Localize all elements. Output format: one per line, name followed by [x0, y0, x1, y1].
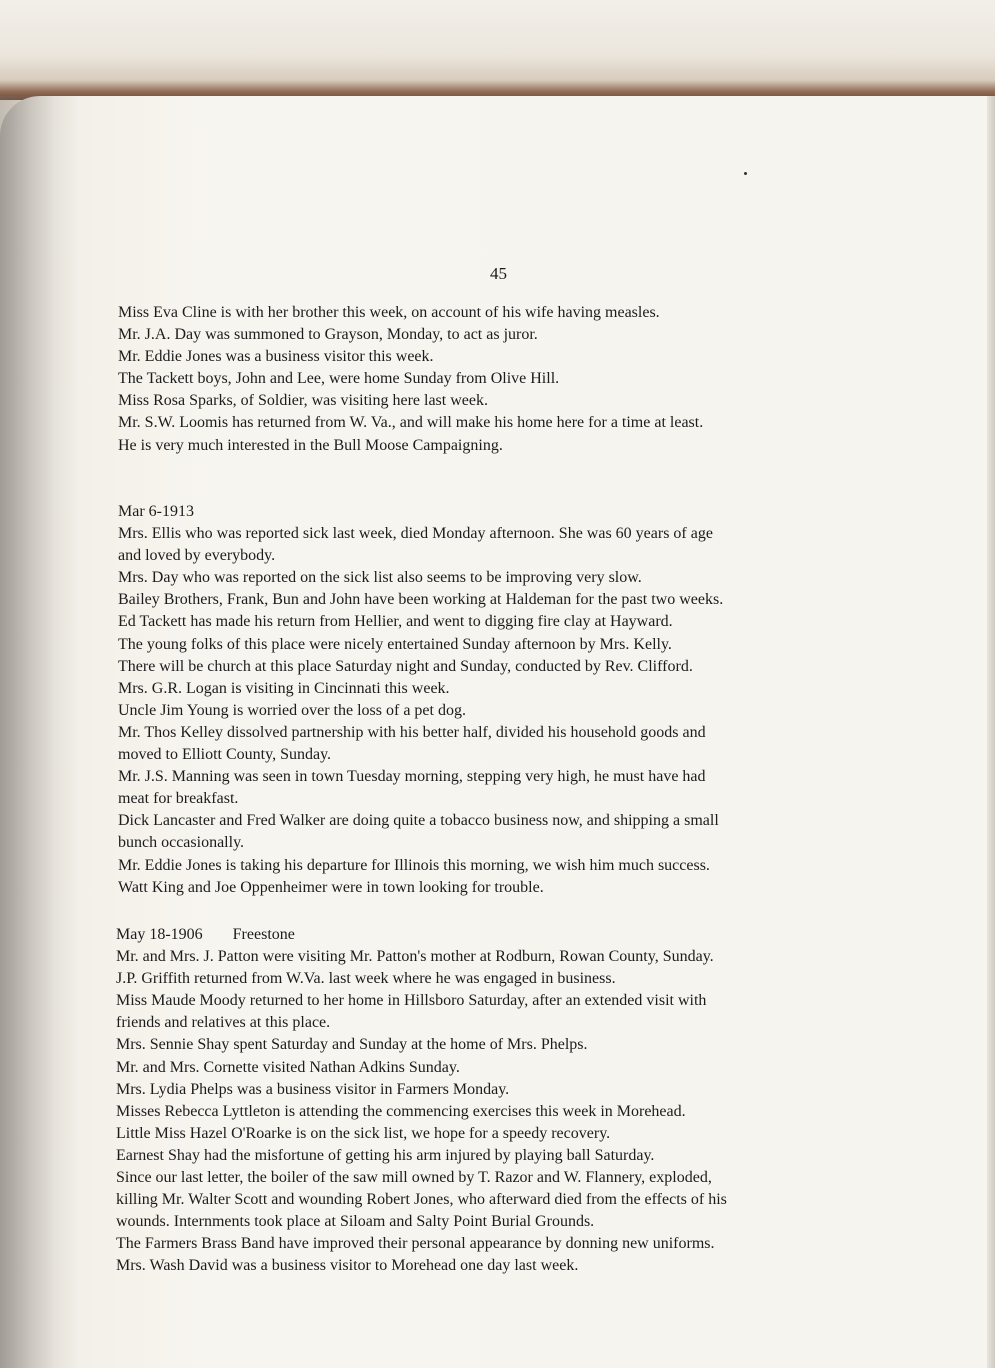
news-line: Uncle Jim Young is worried over the loss of a pet dog. [118, 701, 466, 719]
news-line: Misses Rebecca Lyttleton is attending the commencing exercises this week in Morehead. [116, 1102, 686, 1120]
news-line: Watt King and Joe Oppenheimer were in town looking for trouble. [118, 878, 544, 896]
news-line: The young folks of this place were nicely entertained Sunday afternoon by Mrs. Kelly. [118, 635, 672, 653]
section-date-heading [118, 501, 878, 523]
news-line: meat for breakfast. [118, 790, 239, 808]
news-line: He is very much interested in the Bull Moose Campaigning. [118, 436, 503, 454]
news-line: The Farmers Brass Band have improved their personal appearance by donning new uniforms. [116, 1235, 715, 1253]
news-line: Miss Eva Cline is with her brother this week, on account of his wife having measles. [118, 304, 660, 321]
news-line: Earnest Shay had the misfortune of getting his arm injured by playing ball Saturday. [116, 1146, 655, 1164]
news-line: Little Miss Hazel O'Roarke is on the sick list, we hope for a speedy recovery. [116, 1124, 611, 1142]
news-line: The Tackett boys, John and Lee, were home Sunday from Olive Hill. [118, 370, 560, 388]
news-line: Bailey Brothers, Frank, Bun and John have been working at Haldeman for the past two weeks. [118, 591, 724, 609]
news-line: Mrs. Day who was reported on the sick list also seems to be improving very slow. [118, 569, 642, 587]
news-line: Since our last letter, the boiler of the saw mill owned by T. Razor and W. Flannery, exploded, [116, 1169, 712, 1187]
news-line: friends and relatives at this place. [116, 1014, 331, 1032]
news-line: Mr. Eddie Jones is taking his departure for Illinois this morning, we wish him much success. [118, 856, 710, 874]
news-section-1 [118, 302, 878, 457]
news-line: Mr. S.W. Loomis has returned from W. Va., and will make his home here for a time at least. [118, 414, 704, 432]
page-right-edge [987, 96, 995, 1368]
news-line: killing Mr. Walter Scott and wounding Robert Jones, who afterward died from the effects of his [116, 1191, 727, 1209]
news-line: Dick Lancaster and Fred Walker are doing quite a tobacco business now, and shipping a small [118, 812, 719, 830]
binding-shadow [0, 96, 55, 1368]
news-section-3 [116, 924, 876, 1278]
news-line: Miss Rosa Sparks, of Soldier, was visiting here last week. [118, 392, 488, 410]
news-line: Mr. J.S. Manning was seen in town Tuesday morning, stepping very high, he must have had [118, 768, 706, 786]
news-section-2 [118, 501, 878, 899]
news-line: Mrs. Sennie Shay spent Saturday and Sunday at the home of Mrs. Phelps. [116, 1036, 588, 1054]
page-number: 45 [490, 264, 507, 283]
news-line: Mrs. Wash David was a business visitor to Morehead one day last week. [116, 1257, 579, 1275]
news-line: and loved by everybody. [118, 547, 276, 565]
news-line: Ed Tackett has made his return from Hellier, and went to digging fire clay at Hayward. [118, 613, 673, 631]
section-date: May 18-1906 [116, 926, 203, 943]
section-place: Freestone [232, 926, 295, 943]
news-line: Mr. and Mrs. Cornette visited Nathan Adkins Sunday. [116, 1058, 460, 1076]
news-line: wounds. Internments took place at Siloam and Salty Point Burial Grounds. [116, 1213, 595, 1231]
news-line: Mr. Eddie Jones was a business visitor this week. [118, 348, 434, 366]
news-line: J.P. Griffith returned from W.Va. last week where he was engaged in business. [116, 970, 616, 988]
news-line: Mrs. Ellis who was reported sick last week, died Monday afternoon. She was 60 years of age [118, 525, 713, 543]
scanner-top-shadow [0, 0, 995, 100]
section-date-heading [116, 924, 876, 946]
news-line: moved to Elliott County, Sunday. [118, 746, 332, 764]
news-line: Mr. and Mrs. J. Patton were visiting Mr. Patton's mother at Rodburn, Rowan County, Sunday. [116, 948, 714, 966]
news-line: There will be church at this place Saturday night and Sunday, conducted by Rev. Clifford. [118, 657, 693, 675]
news-line: Mr. Thos Kelley dissolved partnership with his better half, divided his household goods and [118, 723, 706, 741]
news-line: bunch occasionally. [118, 834, 245, 852]
news-line: Mrs. Lydia Phelps was a business visitor in Farmers Monday. [116, 1080, 510, 1098]
news-line: Mr. J.A. Day was summoned to Grayson, Monday, to act as juror. [118, 326, 538, 344]
news-line: Mrs. G.R. Logan is visiting in Cincinnati this week. [118, 679, 450, 697]
section-date: Mar 6-1913 [118, 503, 194, 520]
news-line: Miss Maude Moody returned to her home in Hillsboro Saturday, after an extended visit with [116, 992, 707, 1010]
speck-mark [744, 172, 747, 175]
